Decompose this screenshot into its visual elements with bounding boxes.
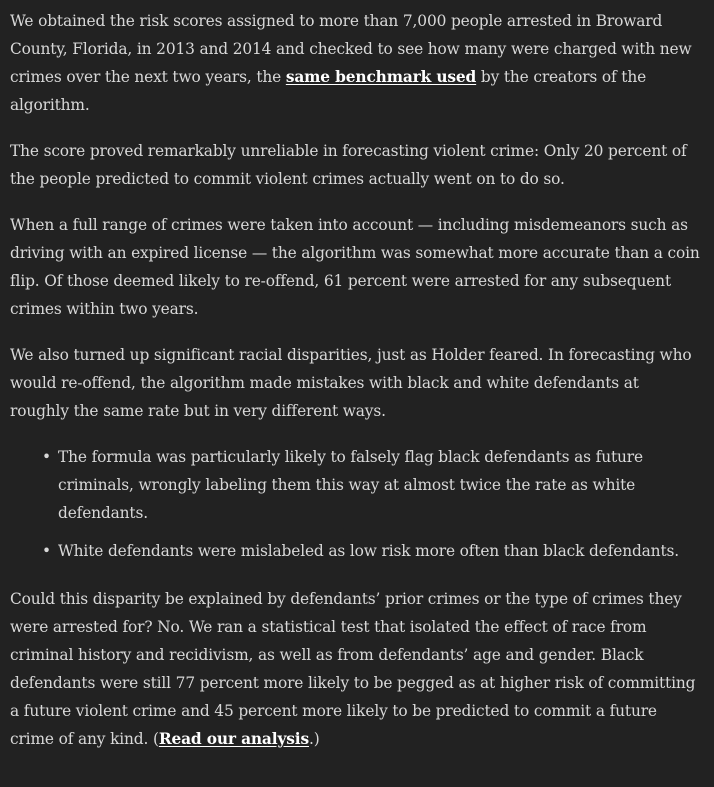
p5-text-after: .) [308,730,320,748]
paragraph-violent-crime: The score proved remarkably unreliable in forecasting violent crime: Only 20 percent of the people predicted to commit violent crimes actually went on to do so. [10,142,687,188]
bullet-icon: • [42,542,51,560]
list-item [42,443,700,527]
paragraph-racial-disparities: We also turned up significant racial disparities, just as Holder feared. In forecasting who would re-offend, the algorithm made mistakes with black and white defendants at roughly the same rate but in very different ways. [10,346,692,420]
p5-text-before: Could this disparity be explained by defendants’ prior crimes or the type of crimes they were arrested for? No. We ran a statistical test that isolated the effect of race from criminal history and recidivism, as well as from defendants’ age and gender. Black defendants were still 77 percent more likely to be pegged as at higher risk of committing a future violent crime and 45 percent more likely to be predicted to commit a future crime of any kind. ( [10,590,696,748]
same-benchmark-link[interactable]: same benchmark used [285,68,477,86]
p1-text-after: by the creators of the algorithm. [10,68,647,114]
paragraph-benchmark [10,7,700,119]
bullet-icon: • [42,448,51,466]
read-our-analysis-link[interactable]: Read our analysis [158,730,309,748]
list-item-text: The formula was particularly likely to falsely flag black defendants as future criminals, wrongly labeling them this way at almost twice the rate as white defendants. [58,448,643,522]
paragraph-statistical-test [10,585,700,753]
findings-list [10,443,700,565]
list-item [42,537,700,565]
list-item-text: White defendants were mislabeled as low risk more often than black defendants. [58,542,679,560]
p1-text-before: We obtained the risk scores assigned to more than 7,000 people arrested in Broward County, Florida, in 2013 and 2014 and checked to see how many were charged with new crimes over the next two years, the [10,12,692,86]
paragraph-full-range: When a full range of crimes were taken into account — including misdemeanors such as driving with an expired license — the algorithm was somewhat more accurate than a coin flip. Of those deemed likely to re-offend, 61 percent were arrested for any subsequent crimes within two years. [10,216,700,318]
